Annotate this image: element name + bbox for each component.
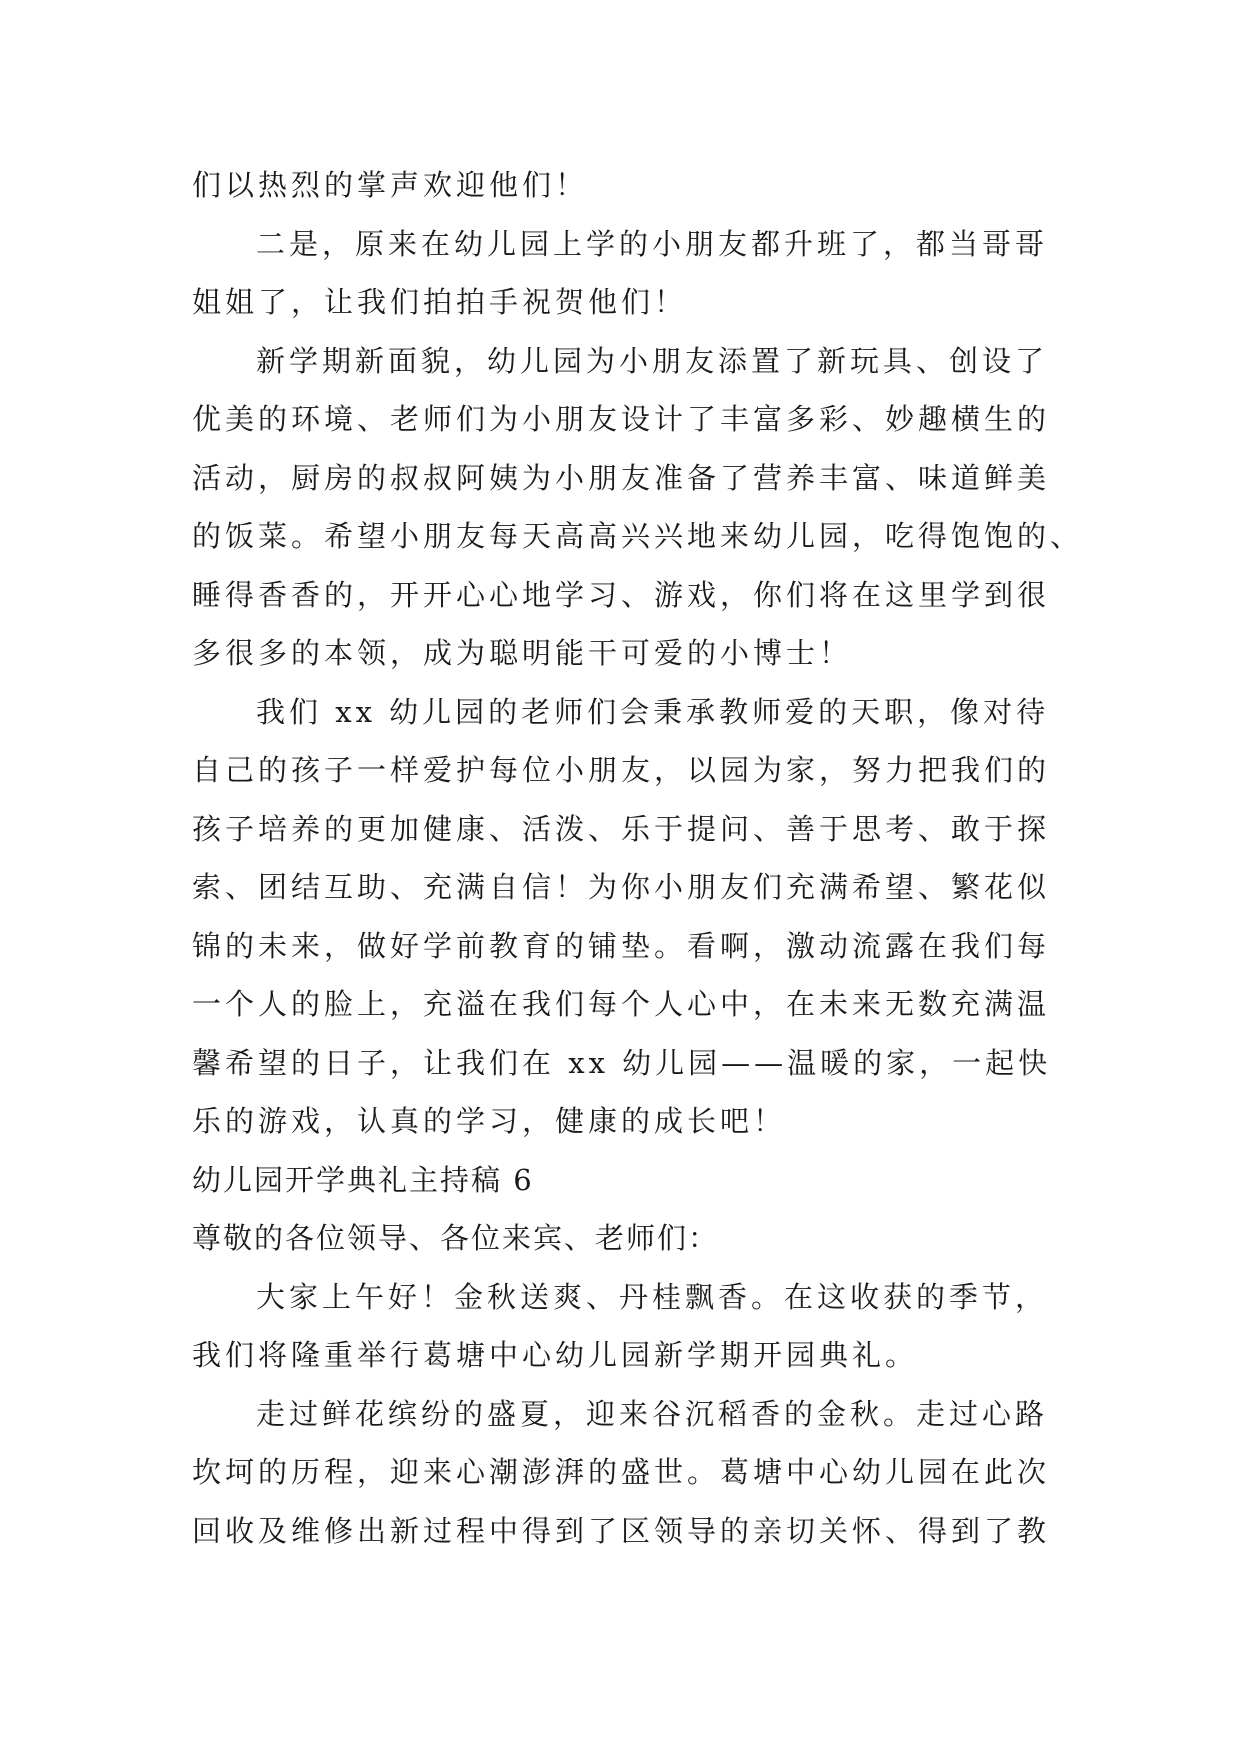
section-title: 幼儿园开学典礼主持稿 6: [192, 1162, 534, 1197]
text-line: 姐姐了，让我们拍拍手祝贺他们！: [192, 285, 688, 319]
text-line: 一个人的脸上，充溢在我们每个人心中，在未来无数充满温: [192, 987, 1051, 1021]
text-line: 回收及维修出新过程中得到了区领导的亲切关怀、得到了教: [192, 1513, 1051, 1548]
document-body: [192, 156, 1084, 1560]
salutation: 尊敬的各位领导、各位来宾、老师们：: [192, 1221, 720, 1255]
text-line: 活动，厨房的叔叔阿姨为小朋友准备了营养丰富、味道鲜美: [192, 460, 1051, 495]
text-line: 索、团结互助、充满自信！为你小朋友们充满希望、繁花似: [192, 870, 1051, 904]
text-line: 的饭菜。希望小朋友每天高高兴兴地来幼儿园，吃得饱饱的、: [192, 519, 1084, 553]
text-line: 馨希望的日子，让我们在 xx 幼儿园——温暖的家，一起快: [192, 1045, 1052, 1080]
text-line: 多很多的本领，成为聪明能干可爱的小博士！: [192, 636, 853, 670]
paragraph-first-line: 我们 xx 幼儿园的老师们会秉承教师爱的天职，像对待: [256, 694, 1050, 729]
text-line: 睡得香香的，开开心心地学习、游戏，你们将在这里学到很: [192, 577, 1051, 612]
paragraph-first-line: 大家上午好！金秋送爽、丹桂飘香。在这收获的季节，: [256, 1279, 1049, 1314]
text-line: 们以热烈的掌声欢迎他们！: [192, 168, 589, 202]
text-line: 坎坷的历程，迎来心潮澎湃的盛世。葛塘中心幼儿园在此次: [192, 1455, 1051, 1489]
text-line: 我们将隆重举行葛塘中心幼儿园新学期开园典礼。: [192, 1338, 919, 1372]
text-line: 孩子培养的更加健康、活泼、乐于提问、善于思考、敢于探: [192, 811, 1051, 846]
text-line: 自己的孩子一样爱护每位小朋友，以园为家，努力把我们的: [192, 753, 1051, 787]
text-line: 乐的游戏，认真的学习，健康的成长吧！: [192, 1104, 787, 1138]
text-line: 优美的环境、老师们为小朋友设计了丰富多彩、妙趣横生的: [192, 402, 1051, 436]
paragraph-first-line: 二是，原来在幼儿园上学的小朋友都升班了，都当哥哥: [256, 226, 1049, 261]
paragraph-first-line: 新学期新面貌，幼儿园为小朋友添置了新玩具、创设了: [256, 343, 1049, 378]
text-line: 锦的未来，做好学前教育的铺垫。看啊，激动流露在我们每: [192, 928, 1051, 963]
paragraph-first-line: 走过鲜花缤纷的盛夏，迎来谷沉稻香的金秋。走过心路: [256, 1396, 1049, 1431]
